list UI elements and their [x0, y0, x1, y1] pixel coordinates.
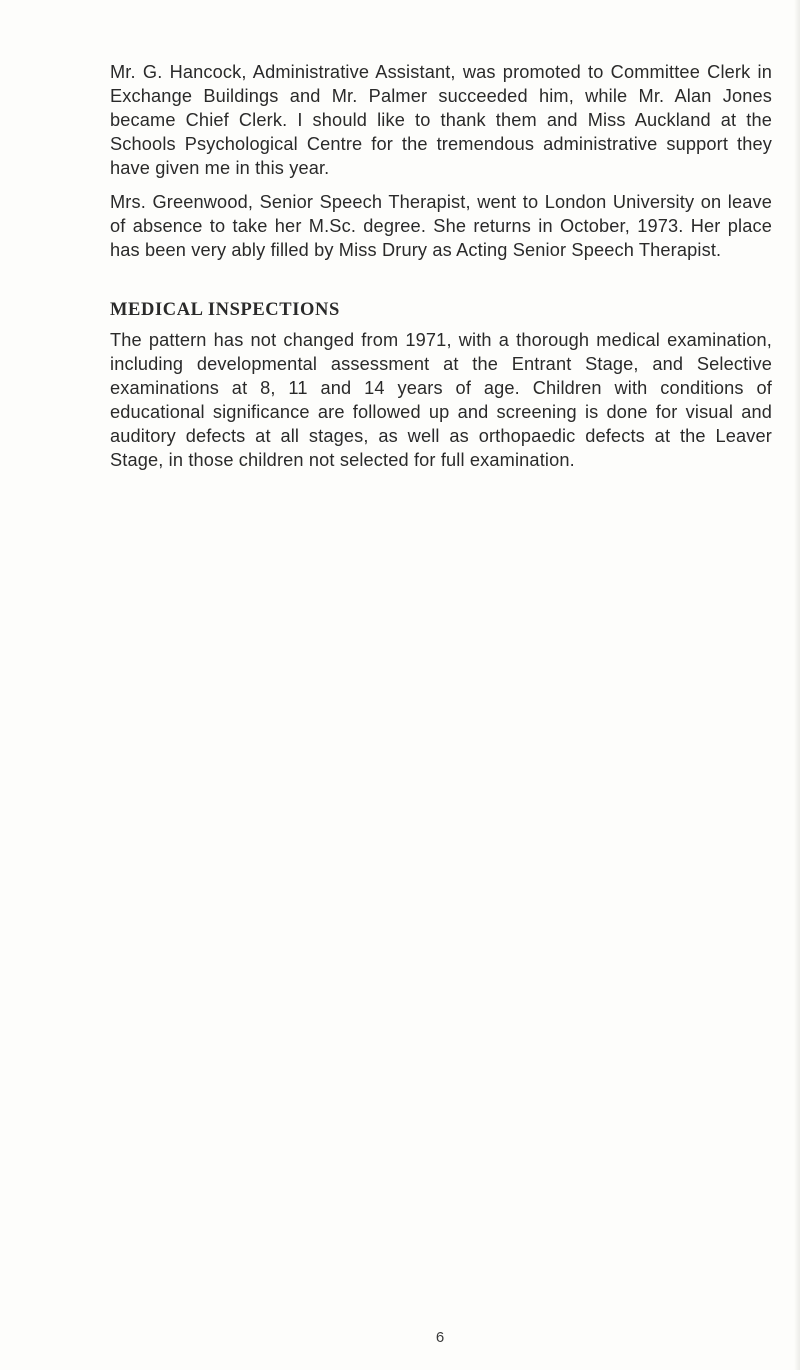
paragraph-staff-changes: Mr. G. Hancock, Administrative Assistant, was promoted to Committee Clerk in Exchange Buildings and Mr. Palmer succeeded him, while Mr. Alan Jones became Chief Clerk. I should like to thank them and Miss Auckland at the Schools Psychological Centre for the tremendous administrative support they have given me in this year. — [110, 62, 772, 178]
page-edge-shadow — [794, 0, 800, 1370]
paragraph-medical-inspections: The pattern has not changed from 1971, with a thorough medical examination, including developmental assessment at the Entrant Stage, and Selective examinations at 8, 11 and 14 years of age. Children with conditions of educational significance are followed up and screening is done for visual and auditory defects at all stages, as well as orthopaedic defects at the Leaver Stage, in those children not selected for full examination. — [110, 330, 772, 470]
section-heading-medical-inspections: MEDICAL INSPECTIONS — [110, 300, 340, 320]
page-number: 6 — [435, 1329, 445, 1346]
page-content — [110, 60, 772, 472]
paragraph-speech-therapist: Mrs. Greenwood, Senior Speech Therapist, went to London University on leave of absence to take her M.Sc. degree. She returns in October, 1973. Her place has been very ably filled by Miss Drury as Acting Senior Speech Therapist. — [110, 192, 772, 260]
